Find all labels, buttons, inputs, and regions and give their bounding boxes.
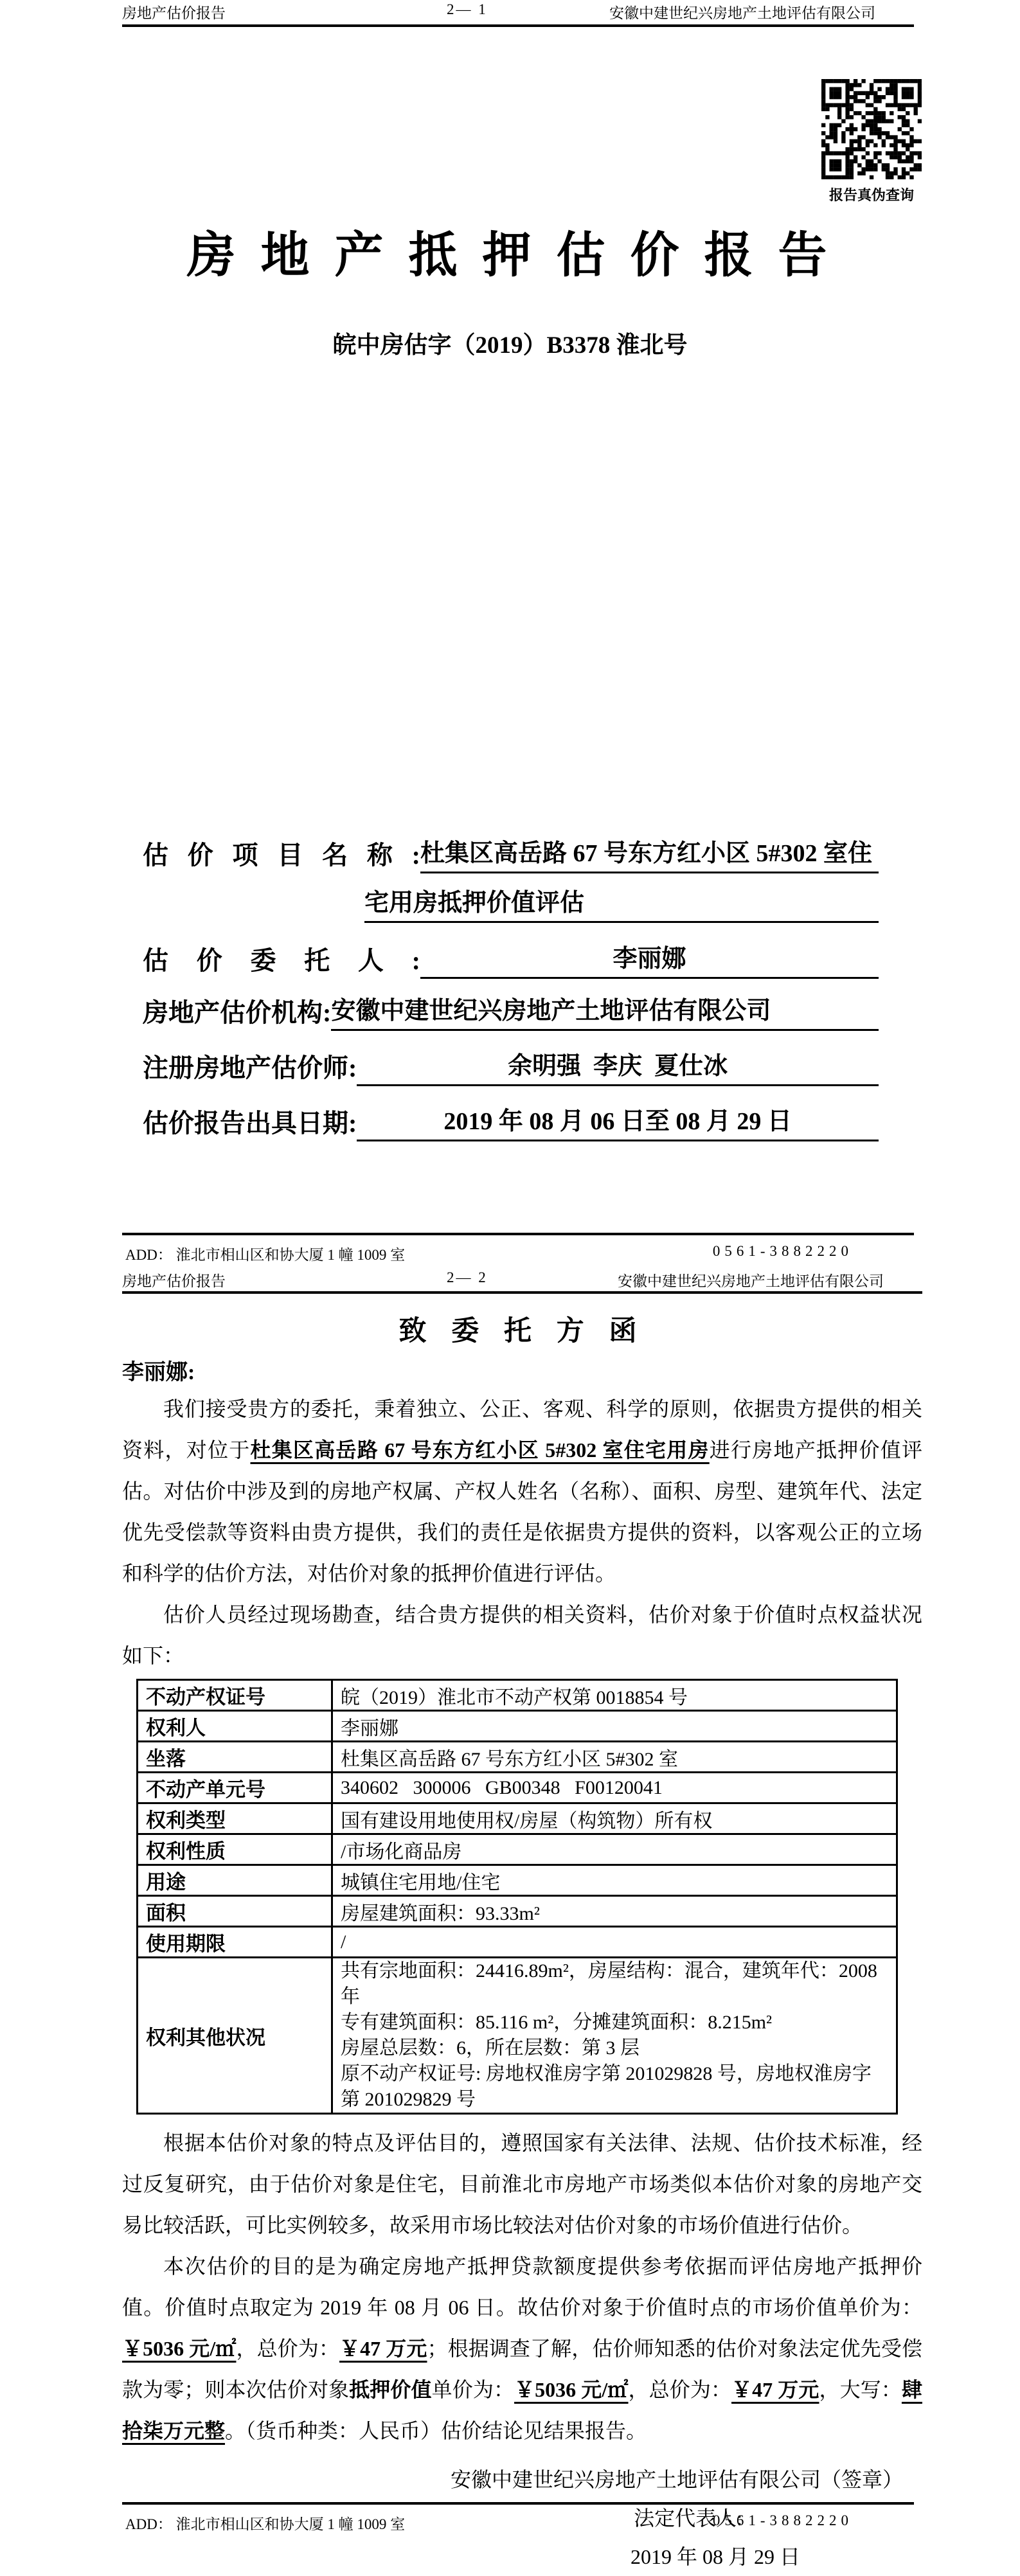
table-row (138, 1711, 897, 1742)
unit-no-label: 不动产单元号 (138, 1773, 332, 1803)
unit-no-value: 340602 300006 GB00348 F00120041 (332, 1773, 897, 1803)
form-row-project-line2 (364, 885, 879, 923)
right-type-value: 国有建设用地使用权/房屋（构筑物）所有权 (332, 1803, 897, 1834)
form-row-project (143, 836, 879, 873)
page2-header-company: 安徽中建世纪兴房地产土地评估有限公司 (618, 1273, 884, 1289)
other-status-value: 共有宗地面积：24416.89m²，房屋结构：混合，建筑年代：2008 年 专有建筑面积：85.116 m²，分摊建筑面积：8.215m² 房屋总层数：6，所在层数：第 3 层 原不动产权证号: 房地权淮房字第 201029828 号，房地权淮房字第 201029829 号 (332, 1958, 897, 2114)
area-label: 面积 (138, 1896, 332, 1927)
page1-footer-phone: 0561-3882220 (712, 1243, 853, 1259)
form-row-report-date (143, 1104, 879, 1141)
project-name-value-line1: 杜集区高岳路 67 号东方红小区 5#302 室住 (420, 836, 879, 873)
holder-label: 权利人 (138, 1711, 332, 1742)
page2-footer-phone: 0561-3882220 (712, 2512, 853, 2528)
term-label: 使用期限 (138, 1927, 332, 1958)
right-nature-label: 权利性质 (138, 1834, 332, 1865)
report-doc-number: 皖中房估字（2019）B3378 淮北号 (332, 332, 688, 359)
cert-no-label: 不动产权证号 (138, 1680, 332, 1711)
table-row (138, 1958, 897, 2114)
right-nature-value: /市场化商品房 (332, 1834, 897, 1865)
form-row-client (143, 941, 879, 979)
holder-value: 李丽娜 (332, 1711, 897, 1742)
other-status-label: 权利其他状况 (138, 1958, 332, 2114)
right-type-label: 权利类型 (138, 1803, 332, 1834)
page2-footer-address: ADD： 淮北市相山区和协大厦 1 幢 1009 室 (125, 2516, 406, 2532)
form-row-appraisers (143, 1048, 879, 1086)
table-row (138, 1865, 897, 1896)
page2-header (122, 1269, 922, 1294)
letter-title: 致 委 托 方 函 (398, 1316, 646, 1346)
usage-value: 城镇住宅用地/住宅 (332, 1865, 897, 1896)
letter-paragraph-2: 估价人员经过现场勘查，结合贵方提供的相关资料，估价对象于价值时点权益状况如下： (122, 1603, 922, 1667)
location-label: 坐落 (138, 1742, 332, 1773)
project-name-value-line2: 宅用房抵押价值评估 (364, 885, 879, 923)
signature-company: 安徽中建世纪兴房地产土地评估有限公司（签章） (450, 2468, 903, 2491)
page2-header-doc-title: 房地产估价报告 (122, 1273, 226, 1289)
letter-paragraph-1: 我们接受贵方的委托，秉着独立、公正、客观、科学的原则，依据贵方提供的相关资料，对位于杜集区高岳路 67 号东方红小区 5#302 室住宅用房进行房地产抵押价值评估。对估价中涉及到的房地产权属、产权人姓名（名称）、面积、房型、建筑年代、法定优先受偿款等资料由贵方提供，我们的责任是依据贵方提供的资料，以客观公正的立场和科学的估价方法，对估价对象的抵押价值进行评估。 (122, 1397, 922, 1585)
table-row (138, 1896, 897, 1927)
report-main-title: 房 地 产 抵 押 估 价 报 告 (186, 229, 834, 283)
letter-salutation: 李丽娜: (122, 1361, 195, 1384)
area-value: 房屋建筑面积：93.33m² (332, 1896, 897, 1927)
cert-no-value: 皖（2019）淮北市不动产权第 0018854 号 (332, 1680, 897, 1711)
agency-label: 房地产估价机构: (143, 998, 332, 1027)
signature-legal-rep: 法定代表人: (634, 2507, 742, 2530)
table-row (138, 1680, 897, 1711)
page1-footer (122, 1233, 914, 1264)
table-row (138, 1773, 897, 1803)
client-value: 李丽娜 (420, 941, 879, 979)
page2-page-number: 2— 2 (447, 1269, 488, 1285)
page1-footer-address: ADD： 淮北市相山区和协大厦 1 幢 1009 室 (125, 1247, 406, 1263)
usage-label: 用途 (138, 1865, 332, 1896)
report-date-label: 估价报告出具日期: (143, 1109, 357, 1138)
qr-code-icon (821, 79, 922, 179)
qr-caption: 报告真伪查询 (828, 187, 914, 203)
term-value: / (332, 1927, 897, 1958)
location-value: 杜集区高岳路 67 号东方红小区 5#302 室 (332, 1742, 897, 1773)
page1-header (122, 1, 914, 27)
letter-paragraph-3: 根据本估价对象的特点及评估目的，遵照国家有关法律、法规、估价技术标准，经过反复研究，由于估价对象是住宅，目前淮北市房地产市场类似本估价对象的房地产交易比较活跃，可比实例较多，故采用市场比较法对估价对象的市场价值进行估价。 (122, 2131, 922, 2237)
form-row-agency (143, 993, 879, 1031)
table-row (138, 1742, 897, 1773)
agency-value: 安徽中建世纪兴房地产土地评估有限公司 (331, 993, 879, 1031)
project-name-label: 估价项目名称: (143, 841, 420, 870)
appraisers-label: 注册房地产估价师: (143, 1053, 357, 1082)
appraisers-value: 余明强 李庆 夏仕冰 (357, 1048, 879, 1086)
table-row (138, 1927, 897, 1958)
letter-paragraph-4: 本次估价的目的是为确定房地产抵押贷款额度提供参考依据而评估房地产抵押价值。价值时点取定为 2019 年 08 月 06 日。故估价对象于价值时点的市场价值单价为：￥5036 元/㎡，总价为：￥47 万元；根据调查了解，估价师知悉的估价对象法定优先受偿款为零；则本次估价对象抵押价值单价为：￥5036 元/㎡，总价为：￥47 万元，大写：肆拾柒万元整。（货币种类：人民币）估价结论见结果报告。 (122, 2255, 922, 2442)
client-label: 估价委托人: (143, 946, 420, 975)
report-date-value: 2019 年 08 月 06 日至 08 月 29 日 (357, 1104, 879, 1141)
table-row (138, 1803, 897, 1834)
page2-letter (122, 1269, 922, 2576)
property-rights-table (136, 1679, 898, 2115)
signature-date: 2019 年 08 月 29 日 (630, 2545, 800, 2568)
page2-footer (122, 2502, 914, 2533)
page1-page-number: 2— 1 (447, 1, 488, 17)
report-verification-block (821, 79, 922, 204)
table-row (138, 1834, 897, 1865)
cover-form (143, 836, 879, 1141)
page1-header-company: 安徽中建世纪兴房地产土地评估有限公司 (609, 5, 875, 21)
page1-header-doc-title: 房地产估价报告 (122, 5, 226, 21)
